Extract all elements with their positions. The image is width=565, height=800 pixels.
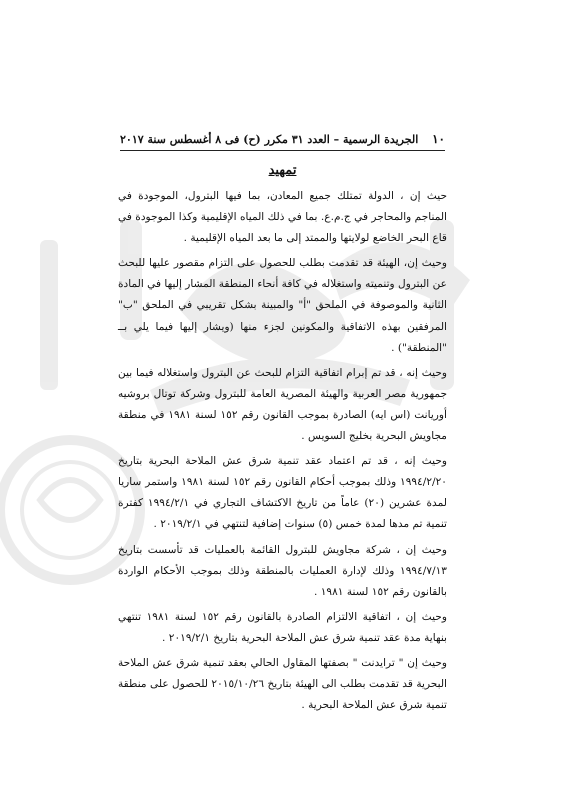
paragraph: وحيث إن ، شركة مجاويش للبترول القائمة بالعمليات قد تأسست بتاريخ ١٩٩٤/٧/١٣ وذلك لإدارة العمليات بالمنطقة وذلك بموجب الأحكام الواردة بالقانون رقم ١٥٢ لسنة ١٩٨١ .	[118, 543, 447, 598]
page-number: ١٠	[432, 132, 445, 146]
paragraph: وحيث إن " ترايدنت " بصفتها المقاول الحالي بعقد تنمية شرق عش الملاحة البحرية قد تقدمت بطلب الى الهيئة بتاريخ ٢٠١٥/١٠/٢٦ للحصول على منطقة تنمية شرق عش الملاحة البحرية .	[118, 656, 447, 712]
paragraph: وحيث إنه ، قد تم إبرام اتفاقية التزام للبحث عن البترول واستغلاله فيما بين جمهورية مصر العربية والهيئة المصرية العامة للبترول وشركة توتال بروشيه أوريانت (اس ايه) الصادرة بموجب القانون رقم ١٥٢ لسنة ١٩٨١ في منطقة مجاويش البحرية بخليج السويس .	[118, 366, 447, 443]
gazette-issue-info: الجريدة الرسمية – العدد ٣١ مكرر (ح) فى ٨ أغسطس سنة ٢٠١٧	[120, 133, 419, 146]
document-body	[118, 186, 447, 720]
section-title: تمهيد	[268, 163, 297, 178]
paragraph: وحيث إن، الهيئة قد تقدمت بطلب للحصول على التزام مقصور عليها للبحث عن البترول وتنميته واستغلاله في كافة أنحاء المنطقة المشار إليها في المادة الثانية والموصوفة في الملحق "أ" والمبينة بشكل تقريبي في الملحق "ب" المرفقين بهذه الاتفاقية والمكونين لجزء منها (ويشار إليها فيما يلي بــ "المنطقة") .	[118, 257, 447, 354]
gazette-header	[120, 128, 445, 151]
paragraph: حيث إن ، الدولة تمتلك جميع المعادن، بما فيها البترول، الموجودة في المناجم والمحاجر في ج.م.ع. بما في ذلك المياه الإقليمية وكذا الموجودة في قاع البحر الخاضع لولايتها والممتد إلى ما بعد المياه الإقليمية .	[118, 190, 447, 245]
paragraph: وحيث إن ، اتفاقية الالتزام الصادرة بالقانون رقم ١٥٢ لسنة ١٩٨١ تنتهي بنهاية مدة عقد تنمية شرق عش الملاحة البحرية بتاريخ ٢٠١٩/٢/١ .	[118, 610, 447, 644]
paragraph: وحيث إنه ، قد تم اعتماد عقد تنمية شرق عش الملاحة البحرية بتاريخ ١٩٩٤/٢/٢٠ وذلك بموجب أحكام القانون رقم ١٥٢ لسنة ١٩٨١ واستمر ساريا لمدة عشرين (٢٠) عاماً من تاريخ الاكتشاف التجاري في ١٩٩٤/٢/١ كفترة تنمية تم مدها لمدة خمس (٥) سنوات إضافية لتنتهي في ٢٠١٩/٢/١ .	[118, 455, 447, 531]
